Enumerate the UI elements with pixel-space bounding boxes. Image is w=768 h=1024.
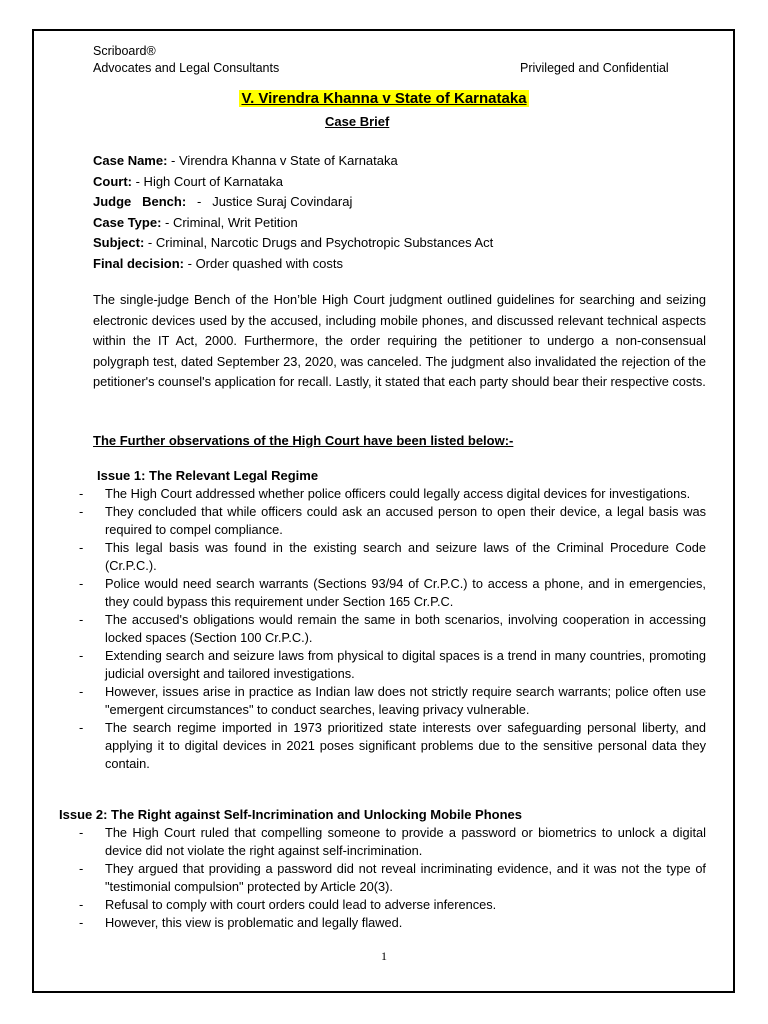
list-item [0,647,706,683]
title-row [0,89,768,108]
issue1-list [0,485,706,773]
list-item-text: The High Court addressed whether police officers could legally access digital devices for investigations. [105,486,691,501]
case-name-value: - Virendra Khanna v State of Karnataka [167,153,398,168]
case-type-value: - Criminal, Writ Petition [161,215,298,230]
list-item-text: The High Court ruled that compelling someone to provide a password or biometrics to unlock a digital device did not violate the right against self-incrimination. [105,825,706,858]
final-decision-value: - Order quashed with costs [184,256,343,271]
list-item-text: However, this view is problematic and legally flawed. [105,915,403,930]
bullet-dash: - [79,915,84,930]
list-item [0,539,706,575]
document-title: V. Virendra Khanna v State of Karnataka [241,90,527,107]
list-item-text: The search regime imported in 1973 prioritized state interests over safeguarding personal liberty, and applying it to digital devices in 2021 poses significant problems due to the sensitive personal data they contain. [105,720,706,771]
list-item [0,824,706,860]
brand-name: Scriboard® [93,44,156,58]
final-decision-line [93,255,343,272]
case-type-label: Case Type: [93,215,162,230]
observations-heading: The Further observations of the High Court have been listed below:- [93,433,514,448]
list-item [0,485,706,503]
bullet-dash: - [79,504,84,519]
list-item [0,575,706,611]
bullet-dash: - [79,612,84,627]
list-item-text: They concluded that while officers could ask an accused person to open their device, a legal basis was required to compel compliance. [105,504,706,537]
summary-paragraph: The single-judge Bench of the Hon’ble High Court judgment outlined guidelines for searching and seizing electronic devices used by the accused, including mobile phones, and discussed relevant technical aspects within the IT Act, 2000. Furthermore, the order requiring the petitioner to undergo a non-consensual polygraph test, dated September 23, 2020, was canceled. The judgment also invalidated the rejection of the petitioner's counsel's application for recall. Lastly, it stated that each party should bear their respective costs. [93,292,706,390]
issue1-heading: Issue 1: The Relevant Legal Regime [97,468,319,483]
case-type-line [93,214,298,231]
list-item [0,860,706,896]
subject-line [93,234,493,251]
bullet-dash: - [79,540,84,555]
bullet-dash: - [79,720,84,735]
subject-value: - Criminal, Narcotic Drugs and Psychotropic Substances Act [144,235,494,250]
judge-bench-line [93,193,352,210]
list-item [0,719,706,773]
confidential-label: Privileged and Confidential [520,61,669,75]
list-item-text: However, issues arise in practice as Indian law does not strictly require search warrants; police often use "emergent circumstances" to conduct searches, leaving privacy vulnerable. [105,684,706,717]
list-item-text: This legal basis was found in the existing search and seizure laws of the Criminal Procedure Code (Cr.P.C.). [105,540,706,573]
bullet-dash: - [79,897,84,912]
court-line [93,173,283,190]
list-item [0,896,706,914]
bullet-dash: - [79,684,84,699]
list-item-text: The accused's obligations would remain the same in both scenarios, involving cooperation in accessing locked spaces (Section 100 Cr.P.C.). [105,612,706,645]
list-item [0,611,706,647]
issue2-list [0,824,706,932]
list-item [0,503,706,539]
bullet-dash: - [79,825,84,840]
bullet-dash: - [79,648,84,663]
court-label: Court: [93,174,132,189]
firm-name: Advocates and Legal Consultants [93,61,280,75]
final-decision-label: Final decision: [93,256,185,271]
judge-bench-label: Judge Bench: [93,194,187,209]
list-item-text: Police would need search warrants (Sections 93/94 of Cr.P.C.) to access a phone, and in emergencies, they could bypass this requirement under Section 165 Cr.P.C. [105,576,706,609]
list-item-text: Refusal to comply with court orders could lead to adverse inferences. [105,897,497,912]
issue2-heading: Issue 2: The Right against Self-Incrimination and Unlocking Mobile Phones [59,807,522,822]
case-name-label: Case Name: [93,153,168,168]
judge-bench-value: - Justice Suraj Covindaraj [186,194,353,209]
page-number: 1 [381,949,387,963]
case-name-line [93,152,398,169]
bullet-dash: - [79,576,84,591]
bullet-dash: - [79,861,84,876]
document-subtitle: Case Brief [325,114,390,129]
list-item [0,914,706,932]
bullet-dash: - [79,486,84,501]
court-value: - High Court of Karnataka [132,174,284,189]
list-item-text: Extending search and seizure laws from physical to digital spaces is a trend in many countries, promoting judicial oversight and tailored investigations. [105,648,706,681]
list-item [0,683,706,719]
subject-label: Subject: [93,235,145,250]
list-item-text: They argued that providing a password did not reveal incriminating evidence, and it was not the type of "testimonial compulsion" protected by Article 20(3). [105,861,706,894]
